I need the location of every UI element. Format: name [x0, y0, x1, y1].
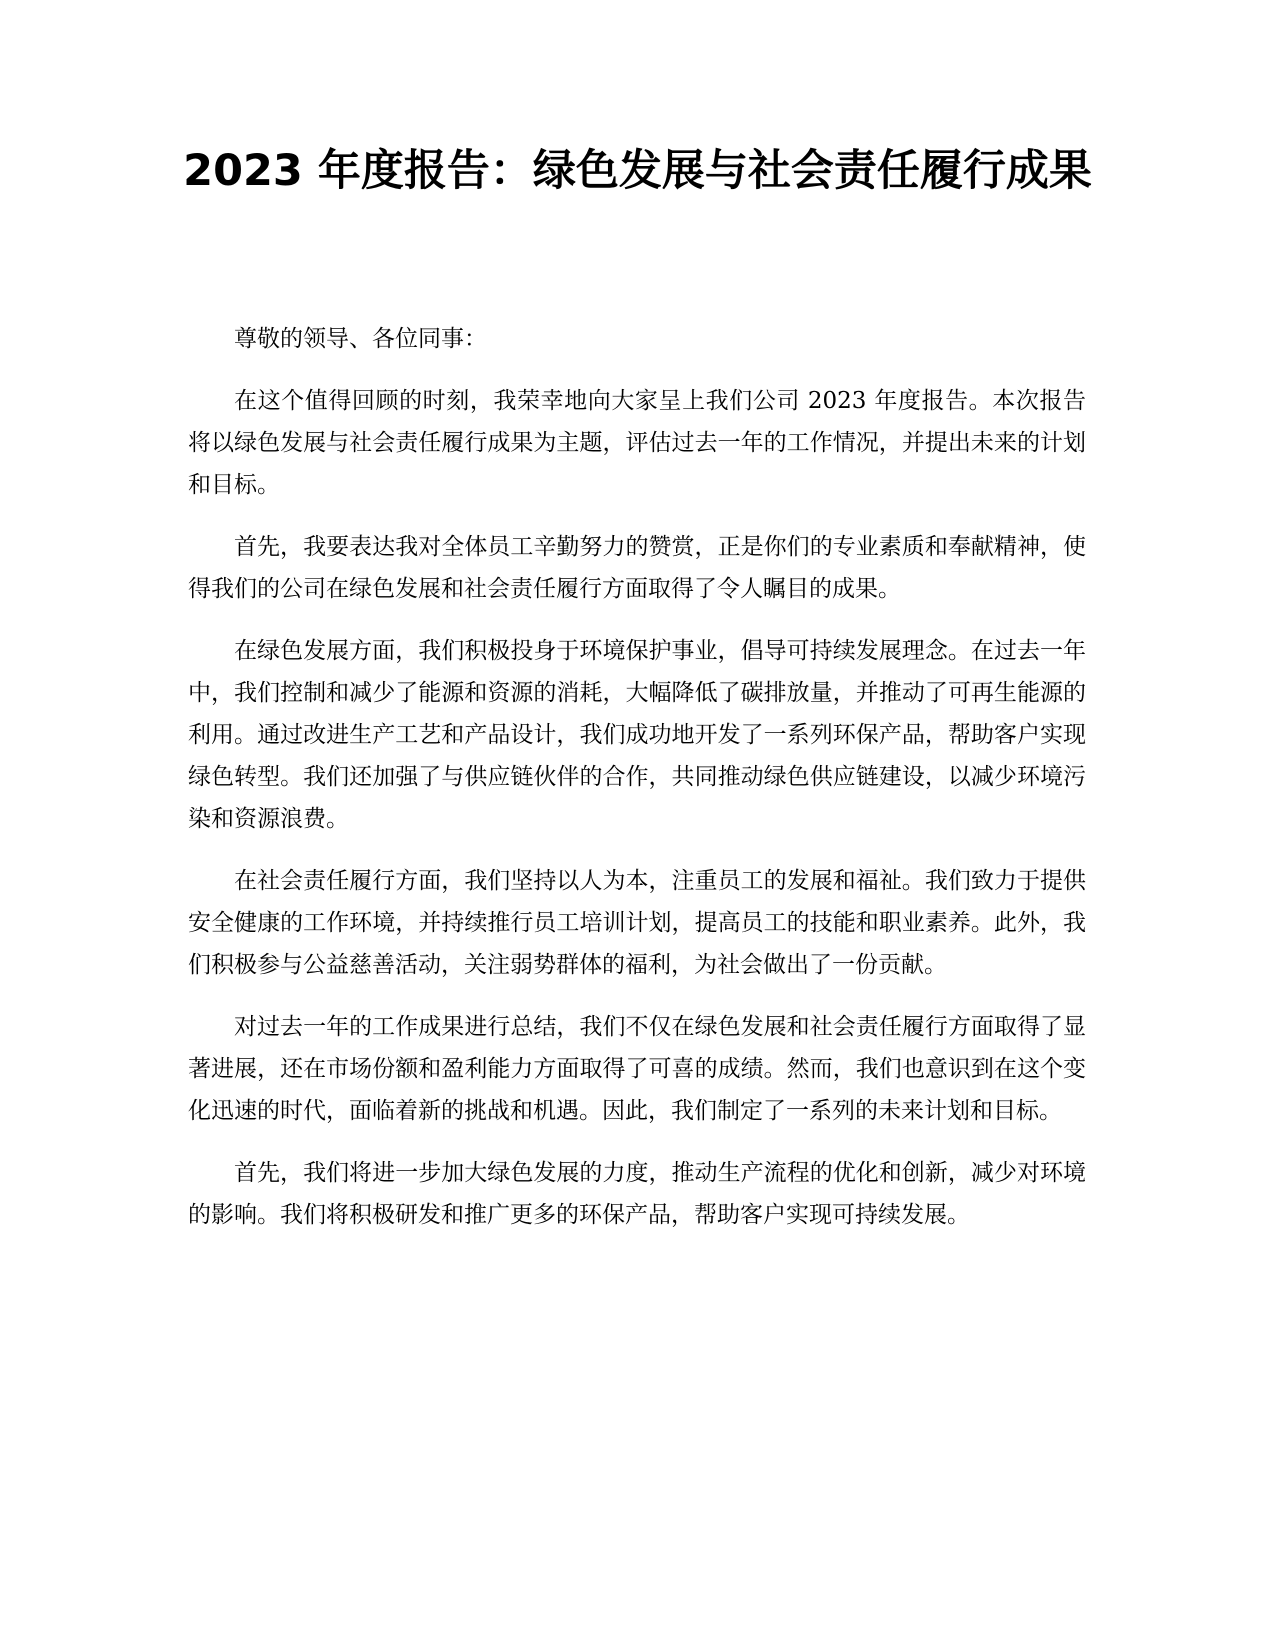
social-responsibility-paragraph: 在社会责任履行方面，我们坚持以人为本，注重员工的发展和福祉。我们致力于提供安全健康的工作环境，并持续推行员工培训计划，提高员工的技能和职业素养。此外，我们积极参与公益慈善活动，关注弱势群体的福利，为社会做出了一份贡献。	[188, 868, 1086, 978]
green-development-paragraph: 在绿色发展方面，我们积极投身于环境保护事业，倡导可持续发展理念。在过去一年中，我们控制和减少了能源和资源的消耗，大幅降低了碳排放量，并推动了可再生能源的利用。通过改进生产工艺和产品设计，我们成功地开发了一系列环保产品，帮助客户实现绿色转型。我们还加强了与供应链伙伴的合作，共同推动绿色供应链建设，以减少环境污染和资源浪费。	[188, 638, 1086, 832]
appreciation-paragraph: 首先，我要表达我对全体员工辛勤努力的赞赏，正是你们的专业素质和奉献精神，使得我们的公司在绿色发展和社会责任履行方面取得了令人瞩目的成果。	[188, 534, 1086, 602]
intro-paragraph: 在这个值得回顾的时刻，我荣幸地向大家呈上我们公司 2023 年度报告。本次报告将以绿色发展与社会责任履行成果为主题，评估过去一年的工作情况，并提出未来的计划和目标。	[188, 388, 1086, 498]
summary-paragraph: 对过去一年的工作成果进行总结，我们不仅在绿色发展和社会责任履行方面取得了显著进展，还在市场份额和盈利能力方面取得了可喜的成绩。然而，我们也意识到在这个变化迅速的时代，面临着新的挑战和机遇。因此，我们制定了一系列的未来计划和目标。	[188, 1014, 1086, 1124]
document-title: 2023 年度报告：绿色发展与社会责任履行成果	[183, 146, 1092, 196]
future-plan-paragraph: 首先，我们将进一步加大绿色发展的力度，推动生产流程的优化和创新，减少对环境的影响。我们将积极研发和推广更多的环保产品，帮助客户实现可持续发展。	[188, 1160, 1086, 1228]
salutation-paragraph: 尊敬的领导、各位同事：	[234, 326, 487, 352]
document-body	[188, 318, 1086, 1256]
